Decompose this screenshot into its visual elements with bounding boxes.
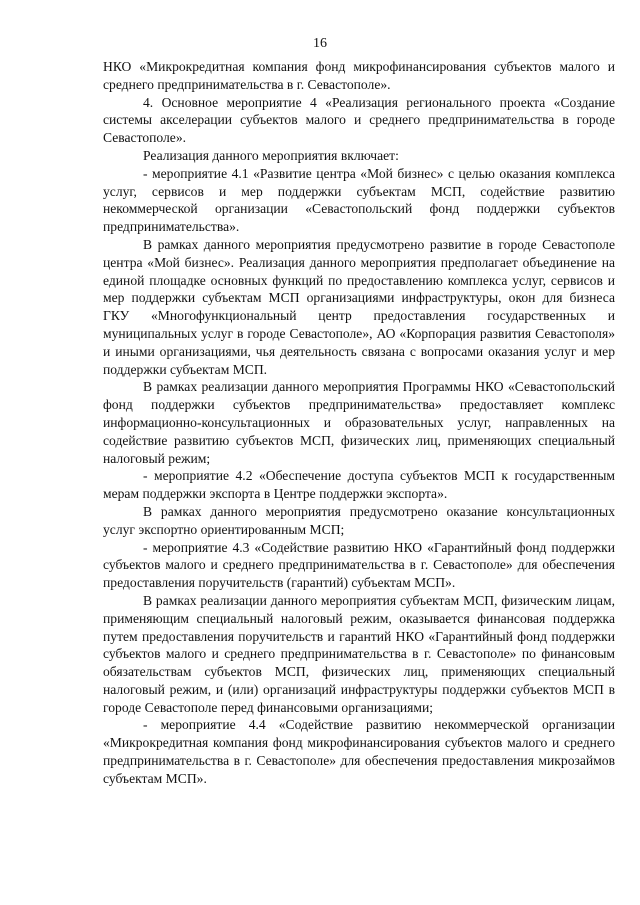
document-body xyxy=(103,58,615,788)
paragraph: В рамках реализации данного мероприятия Программы НКО «Севастопольский фонд поддержки субъектов предпринимательства» предоставляет комплекс информационно-консультационных и образовательных услуг, направленных на содействие развитию субъектов МСП, физических лиц, применяющих специальный налоговый режим; xyxy=(103,379,615,466)
page-number: 16 xyxy=(313,36,327,51)
paragraph: 4. Основное мероприятие 4 «Реализация регионального проекта «Создание системы акселерации субъектов малого и среднего предпринимательства в городе Севастополе». xyxy=(103,94,615,146)
paragraph: Реализация данного мероприятия включает: xyxy=(143,147,399,163)
paragraph: - мероприятие 4.2 «Обеспечение доступа субъектов МСП к государственным мерам поддержки экспорта в Центре поддержки экспорта». xyxy=(103,468,615,502)
paragraph: В рамках реализации данного мероприятия субъектам МСП, физическим лицам, применяющим специальный налоговый режим, оказывается финансовая поддержка путем предоставления поручительств и гарантий НКО «Гарантийный фонд поддержки субъектов малого и среднего предпринимательства в г. Севастополе» по финансовым обязательствам субъектов МСП, физических лиц, применяющих специальный налоговый режим, и (или) организаций инфраструктуры поддержки субъектов МСП в городе Севастополе перед финансовыми организациями; xyxy=(103,592,615,715)
paragraph: В рамках данного мероприятия предусмотрено оказание консультационных услуг экспортно ориентированным МСП; xyxy=(103,503,615,537)
paragraph: - мероприятие 4.3 «Содействие развитию НКО «Гарантийный фонд поддержки субъектов малого и среднего предпринимательства в г. Севастополе» для обеспечения предоставления поручительств (гарантий) субъектам МСП». xyxy=(103,539,615,591)
paragraph: - мероприятие 4.1 «Развитие центра «Мой бизнес» с целью оказания комплекса услуг, сервисов и мер поддержки субъектам МСП, содействие развитию некоммерческой организации «Севастопольский фонд поддержки субъектов предпринимательства». xyxy=(103,165,615,235)
paragraph: НКО «Микрокредитная компания фонд микрофинансирования субъектов малого и среднего предпринимательства в г. Севастополе». xyxy=(103,59,615,92)
paragraph: В рамках данного мероприятия предусмотрено развитие в городе Севастополе центра «Мой бизнес». Реализация данного мероприятия предполагает объединение на единой площадке основных функций по предоставлению комплекса услуг, сервисов и мер поддержки субъектам МСП организациями инфраструктуры, окон для бизнеса ГКУ «Многофункциональный центр предоставления государственных и муниципальных услуг в городе Севастополе», АО «Корпорация развития Севастополя» и иными организациями, чья деятельность связана с вопросами оказания услуг и мер поддержки субъектам МСП. xyxy=(103,236,615,377)
paragraph: - мероприятие 4.4 «Содействие развитию некоммерческой организации «Микрокредитная компания фонд микрофинансирования субъектов малого и среднего предпринимательства в г. Севастополе» для обеспечения предоставления микрозаймов субъектам МСП». xyxy=(103,717,615,786)
